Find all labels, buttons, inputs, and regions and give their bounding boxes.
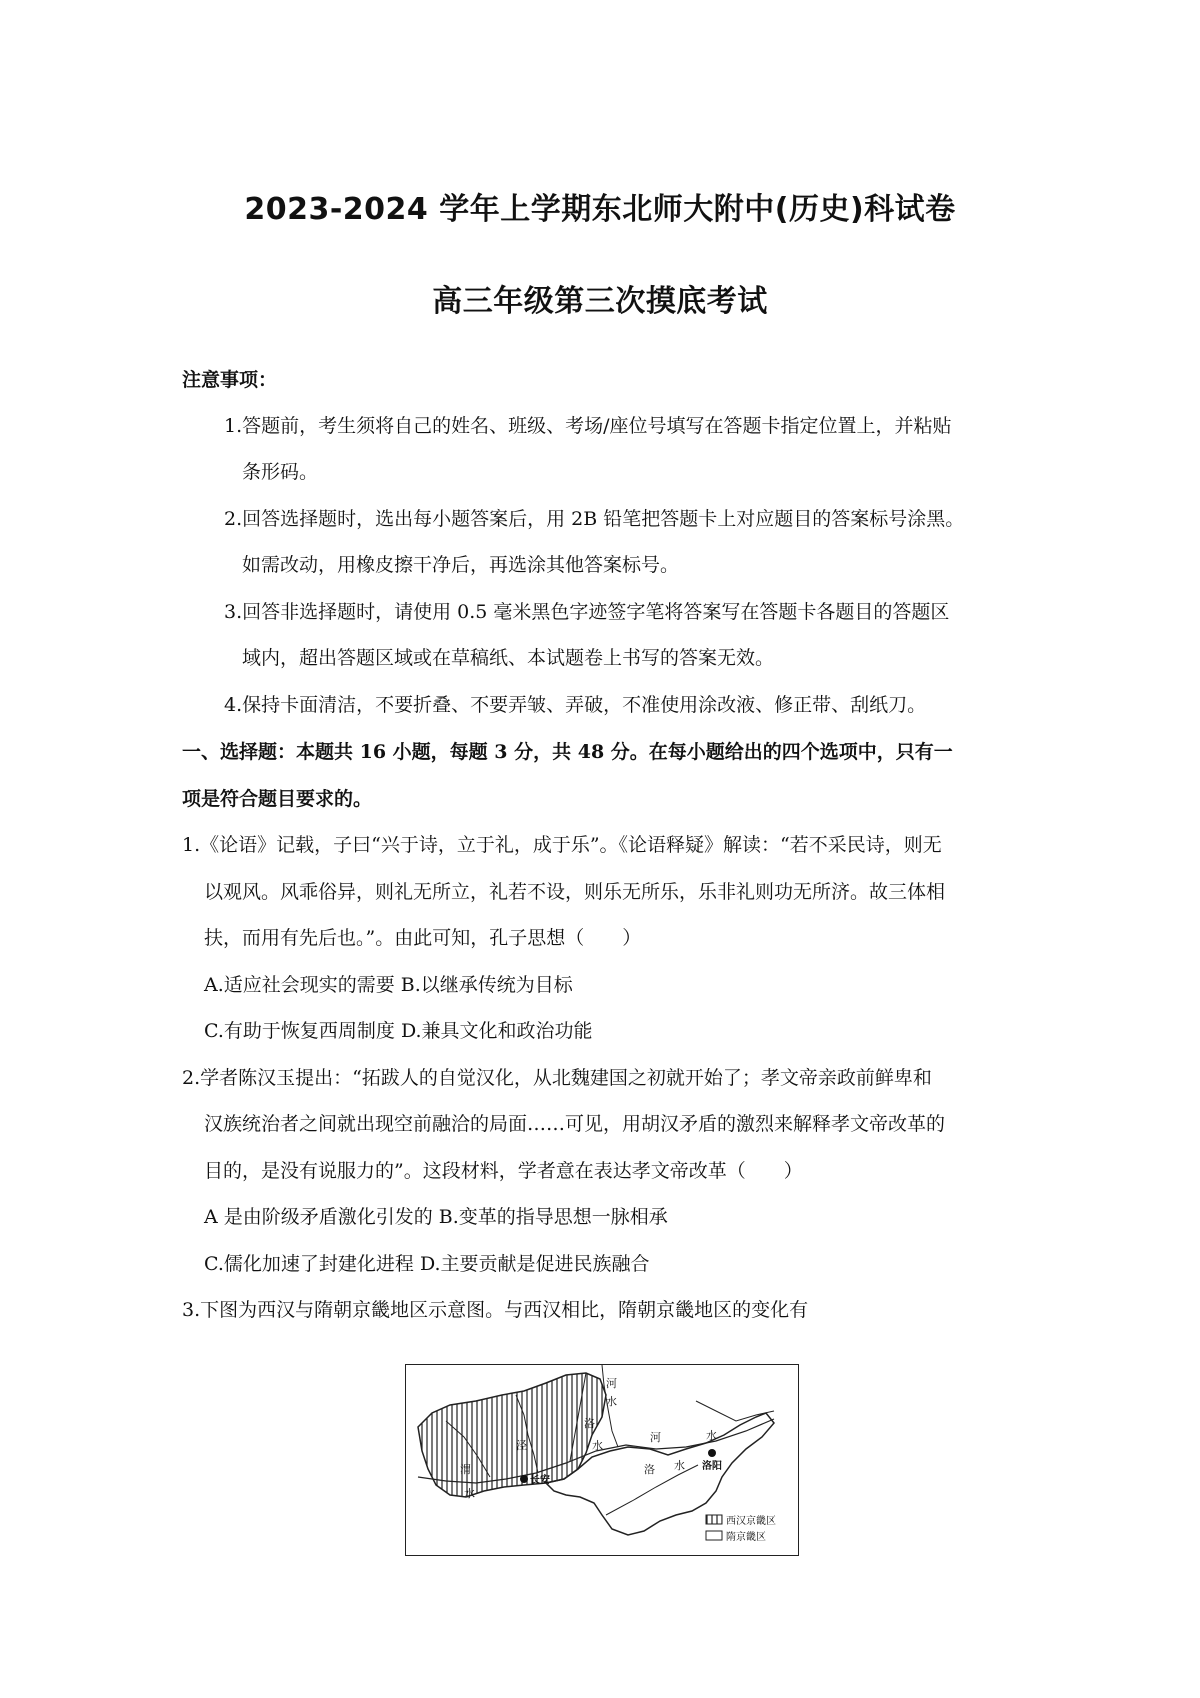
question-1-option: C.有助于恢复西周制度 D.兼具文化和政治功能 (204, 1020, 593, 1042)
map-svg (406, 1365, 798, 1555)
question-2-stem: 汉族统治者之间就出现空前融洽的局面……可见，用胡汉矛盾的激烈来解释孝文帝改革的 (204, 1113, 946, 1135)
page-title: 2023-2024 学年上学期东北师大附中(历史)科试卷 (244, 192, 956, 227)
question-1-stem: 1.《论语》记载，子曰“兴于诗，立于礼，成于乐”。《论语释疑》解读：“若不采民诗，则无 (182, 834, 942, 856)
question-3-stem: 3.下图为西汉与隋朝京畿地区示意图。与西汉相比，隋朝京畿地区的变化有 (182, 1299, 809, 1321)
note-line: 3.回答非选择题时，请使用 0.5 毫米黑色字迹签字笔将答案写在答题卡各题目的答题区 (224, 601, 950, 623)
question-2-option: C.儒化加速了封建化进程 D.主要贡献是促进民族融合 (204, 1253, 650, 1275)
note-line: 4.保持卡面清洁，不要折叠、不要弄皱、弄破，不准使用涂改液、修正带、刮纸刀。 (224, 694, 927, 716)
map-label: 水 (706, 1429, 717, 1442)
note-line: 1.答题前，考生须将自己的姓名、班级、考场/座位号填写在答题卡指定位置上，并粘贴 (224, 415, 952, 437)
section-heading: 项是符合题目要求的。 (182, 788, 373, 810)
map-label: 洛 (644, 1463, 655, 1476)
map-label: 河 (606, 1377, 617, 1390)
question-2-stem: 2.学者陈汉玉提出：“拓跋人的自觉汉化，从北魏建国之初就开始了；孝文帝亲政前鲜卑和 (182, 1067, 932, 1089)
map-label-changan: 长安 (530, 1475, 550, 1486)
question-2-option: A 是由阶级矛盾激化引发的 B.变革的指导思想一脉相承 (204, 1206, 668, 1228)
map-label: 水 (606, 1395, 617, 1408)
question-1-stem: 以观风。风乖俗异，则礼无所立，礼若不设，则乐无所乐，乐非礼则功无所济。故三体相 (204, 881, 946, 903)
notes-heading: 注意事项： (182, 369, 278, 391)
question-2-stem: 目的，是没有说服力的”。这段材料，学者意在表达孝文帝改革（ ） (204, 1160, 803, 1182)
city-luoyang-marker (708, 1449, 716, 1457)
river-east (696, 1401, 774, 1421)
map-label: 水 (464, 1487, 475, 1500)
note-line: 如需改动，用橡皮擦干净后，再选涂其他答案标号。 (242, 554, 680, 576)
note-line: 条形码。 (242, 461, 319, 483)
map-label: 渭 (460, 1463, 471, 1476)
city-changan-marker (520, 1475, 528, 1483)
question-1-option: A.适应社会现实的需要 B.以继承传统为目标 (204, 974, 573, 996)
question-1-stem: 扶，而用有先后也。”。由此可知，孔子思想（ ） (204, 927, 642, 949)
capital-region-map (405, 1364, 799, 1556)
map-label: 河 (650, 1431, 661, 1444)
page-subtitle: 高三年级第三次摸底考试 (432, 284, 768, 319)
map-label: 水 (674, 1459, 685, 1472)
legend-swatch-western-han (706, 1515, 722, 1524)
map-label: 洛 (584, 1417, 595, 1430)
legend-label-sui: 隋京畿区 (726, 1532, 766, 1543)
note-line: 2.回答选择题时，选出每小题答案后，用 2B 铅笔把答题卡上对应题目的答案标号涂黑。 (224, 508, 965, 530)
map-label: 水 (592, 1439, 603, 1452)
legend-label-western-han: 西汉京畿区 (726, 1516, 776, 1527)
legend-swatch-sui (706, 1531, 722, 1540)
map-label-luoyang: 洛阳 (702, 1461, 722, 1472)
map-label: 泾 (516, 1439, 527, 1452)
note-line: 域内，超出答题区域或在草稿纸、本试题卷上书写的答案无效。 (242, 647, 775, 669)
section-heading: 一、选择题：本题共 16 小题，每题 3 分，共 48 分。在每小题给出的四个选项中，只有一 (182, 741, 953, 763)
